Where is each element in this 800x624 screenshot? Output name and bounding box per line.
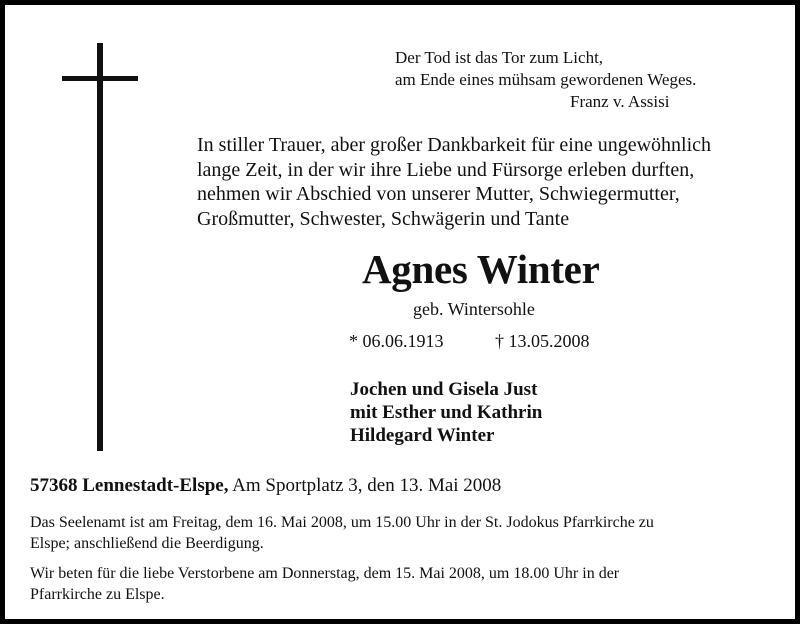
birth-date: * 06.06.1913 — [349, 331, 444, 351]
intro-line: lange Zeit, in der wir ihre Liebe und Fürsorge erleben durften, — [197, 158, 695, 181]
paragraph-line: Pfarrkirche zu Elspe. — [30, 586, 165, 603]
intro-line: Großmutter, Schwester, Schwägerin und Tante — [197, 207, 570, 230]
mourners-list — [350, 378, 542, 447]
deceased-name: Agnes Winter — [362, 246, 600, 292]
requiem-info — [30, 512, 785, 554]
mourner-line: Hildegard Winter — [350, 425, 495, 446]
address-rest: Am Sportplatz 3, den 13. Mai 2008 — [228, 475, 502, 496]
address-place: 57368 Lennestadt-Elspe, — [30, 475, 229, 496]
mourner-line: mit Esther und Kathrin — [350, 402, 543, 423]
paragraph-line: Das Seelenamt ist am Freitag, dem 16. Mai 2008, um 15.00 Uhr in der St. Jodokus Pfarrkirche zu — [30, 514, 654, 531]
intro-line: In stiller Trauer, aber großer Dankbarkeit für eine ungewöhnlich — [197, 134, 712, 156]
death-date: † 13.05.2008 — [495, 331, 590, 351]
intro-line: nehmen wir Abschied von unserer Mutter, Schwiegermutter, — [197, 183, 680, 205]
prayer-info — [30, 563, 785, 605]
quote-line: Der Tod ist das Tor zum Licht, — [395, 48, 604, 67]
paragraph-line: Wir beten für die liebe Verstorbene am Donnerstag, dem 15. Mai 2008, um 18.00 Uhr in der — [30, 565, 620, 582]
quote-author: Franz v. Assisi — [570, 92, 670, 111]
address-line — [30, 475, 501, 497]
life-dates — [349, 331, 590, 352]
birth-name: geb. Wintersohle — [413, 299, 535, 319]
paragraph-line: Elspe; anschließend die Beerdigung. — [30, 535, 264, 552]
quote-line: am Ende eines mühsam gewordenen Weges. — [395, 70, 697, 89]
mourner-line: Jochen und Gisela Just — [350, 379, 538, 400]
quote-block — [395, 47, 696, 113]
cross-vertical-bar — [97, 43, 103, 451]
cross-horizontal-bar — [62, 76, 138, 81]
obituary-card — [5, 5, 795, 619]
intro-text — [197, 133, 711, 231]
